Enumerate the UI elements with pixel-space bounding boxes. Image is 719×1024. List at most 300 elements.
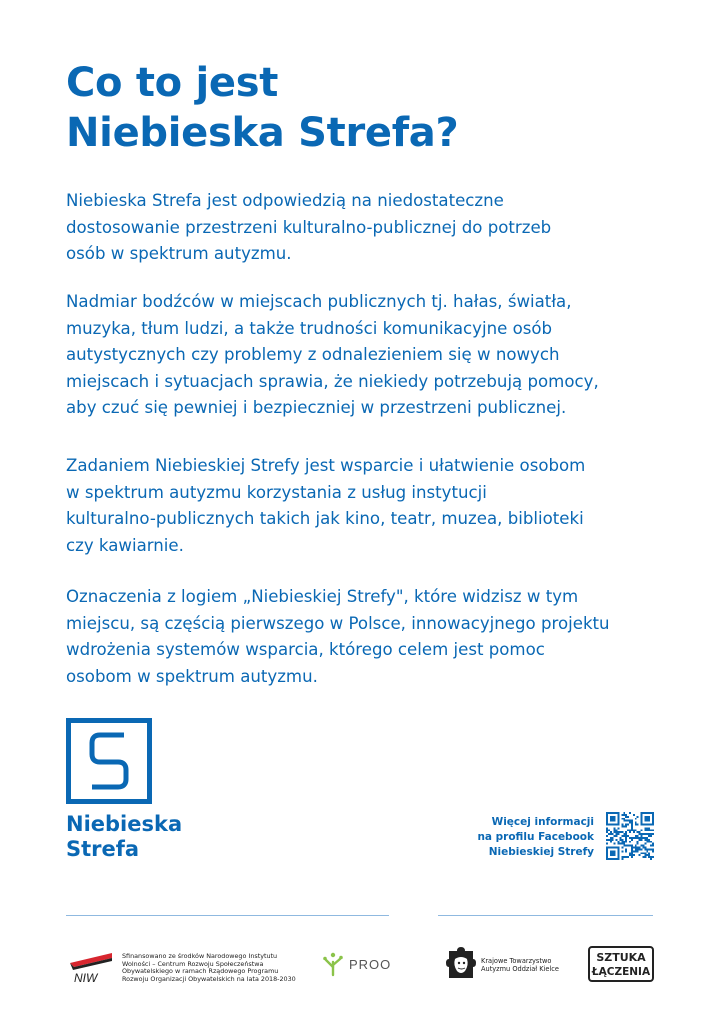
qr-module: [648, 835, 650, 837]
qr-module: [625, 835, 627, 837]
qr-module: [633, 847, 635, 849]
qr-module: [650, 858, 652, 860]
qr-module: [621, 818, 623, 820]
qr-module: [652, 822, 654, 824]
qr-module: [646, 812, 648, 814]
qr-module: [621, 856, 623, 858]
qr-module: [644, 820, 646, 822]
qr-module: [627, 824, 629, 826]
qr-module: [610, 854, 612, 856]
ktaok-label: [481, 957, 559, 973]
qr-module: [641, 812, 643, 814]
qr-module: [608, 847, 610, 849]
qr-module: [621, 858, 623, 860]
qr-module: [619, 837, 621, 839]
ktaok-line-2: Autyzmu Oddział Kielce: [481, 965, 559, 973]
qr-module: [635, 848, 637, 850]
qr-module: [614, 827, 616, 829]
qr-module: [646, 837, 648, 839]
qr-module: [648, 812, 650, 814]
qr-module: [650, 824, 652, 826]
more-info-line-1: Więcej informacji: [491, 816, 594, 828]
qr-module: [629, 841, 631, 843]
qr-module: [621, 841, 623, 843]
qr-module: [606, 824, 608, 826]
qr-module: [610, 837, 612, 839]
qr-module: [635, 837, 637, 839]
qr-module: [612, 820, 614, 822]
qr-module: [623, 833, 625, 835]
paragraph-line: Zadaniem Niebieskiej Strefy jest wsparcie i ułatwienie osobom: [66, 456, 586, 475]
qr-module: [633, 829, 635, 831]
paragraph-line: Nadmiar bodźców w miejscach publicznych tj. hałas, światła,: [66, 292, 572, 311]
qr-module: [648, 824, 650, 826]
qr-module: [616, 858, 618, 860]
qr-module: [619, 839, 621, 841]
qr-module: [606, 848, 608, 850]
qr-module: [652, 820, 654, 822]
qr-module: [623, 841, 625, 843]
qr-module: [621, 824, 623, 826]
qr-module: [629, 820, 631, 822]
qr-module: [618, 820, 620, 822]
qr-module: [623, 814, 625, 816]
qr-module: [618, 850, 620, 852]
qr-module: [621, 825, 623, 827]
qr-module: [644, 852, 646, 854]
qr-module: [621, 847, 623, 849]
qr-module: [648, 816, 650, 818]
qr-module: [641, 845, 643, 847]
qr-module: [623, 818, 625, 820]
qr-module: [614, 850, 616, 852]
footer-divider-right: [438, 915, 653, 916]
paragraph-line: Niebieska Strefa jest odpowiedzią na niedostateczne: [66, 191, 504, 210]
qr-module: [606, 816, 608, 818]
qr-module: [637, 850, 639, 852]
qr-module: [621, 831, 623, 833]
qr-module: [631, 837, 633, 839]
qr-module: [612, 824, 614, 826]
qr-module: [614, 812, 616, 814]
qr-module: [614, 835, 616, 837]
qr-module: [648, 841, 650, 843]
qr-module: [635, 822, 637, 824]
qr-module: [621, 843, 623, 845]
qr-module: [614, 847, 616, 849]
qr-module: [646, 820, 648, 822]
qr-module: [610, 824, 612, 826]
qr-module: [641, 833, 643, 835]
qr-module: [641, 852, 643, 854]
qr-module: [631, 829, 633, 831]
qr-module: [648, 820, 650, 822]
paragraph-line: muzyka, tłum ludzi, a także trudności komunikacyjne osób: [66, 318, 553, 338]
qr-module: [618, 818, 620, 820]
qr-module: [608, 858, 610, 860]
qr-module: [646, 850, 648, 852]
qr-module: [629, 831, 631, 833]
qr-module: [641, 837, 643, 839]
qr-module: [631, 822, 633, 824]
paragraph-line: dostosowanie przestrzeni kulturalno-publicznej do potrzeb: [66, 217, 552, 237]
title-line-2: Niebieska Strefa?: [66, 110, 459, 156]
qr-module: [625, 816, 627, 818]
qr-module: [641, 818, 643, 820]
qr-module: [625, 841, 627, 843]
qr-module: [627, 856, 629, 858]
qr-module: [641, 848, 643, 850]
qr-module: [648, 856, 650, 858]
title-line-1: Co to jest: [66, 60, 279, 106]
qr-module: [616, 833, 618, 835]
qr-module: [625, 848, 627, 850]
qr-module: [614, 852, 616, 854]
qr-module: [637, 831, 639, 833]
qr-module: [621, 850, 623, 852]
qr-module: [642, 833, 644, 835]
qr-module: [642, 824, 644, 826]
qr-code-icon[interactable]: [606, 812, 654, 860]
qr-module: [606, 831, 608, 833]
qr-module: [616, 829, 618, 831]
qr-module: [637, 843, 639, 845]
qr-module: [650, 845, 652, 847]
qr-module: [635, 824, 637, 826]
qr-module: [648, 848, 650, 850]
qr-module: [633, 850, 635, 852]
funding-line: Wolności – Centrum Rozwoju Społeczeństwa: [122, 959, 264, 968]
qr-module: [639, 837, 641, 839]
qr-module: [641, 820, 643, 822]
qr-module: [606, 827, 608, 829]
qr-module: [652, 824, 654, 826]
qr-module: [637, 847, 639, 849]
qr-module: [606, 835, 608, 837]
qr-module: [618, 848, 620, 850]
qr-module: [614, 824, 616, 826]
qr-module: [641, 822, 643, 824]
qr-module: [629, 812, 631, 814]
qr-module: [641, 824, 643, 826]
qr-module: [619, 831, 621, 833]
qr-module: [614, 829, 616, 831]
qr-module: [652, 848, 654, 850]
qr-module: [639, 831, 641, 833]
qr-module: [625, 833, 627, 835]
qr-module: [650, 835, 652, 837]
qr-module: [631, 839, 633, 841]
qr-module: [612, 837, 614, 839]
qr-module: [644, 839, 646, 841]
qr-module: [623, 835, 625, 837]
qr-module: [631, 824, 633, 826]
qr-module: [612, 839, 614, 841]
qr-module: [641, 814, 643, 816]
qr-module: [625, 837, 627, 839]
qr-module: [606, 858, 608, 860]
qr-module: [606, 839, 608, 841]
qr-module: [625, 820, 627, 822]
qr-module: [650, 856, 652, 858]
qr-module: [616, 835, 618, 837]
qr-module: [618, 856, 620, 858]
qr-module: [608, 824, 610, 826]
qr-module: [648, 839, 650, 841]
qr-module: [614, 820, 616, 822]
qr-module: [648, 833, 650, 835]
qr-module: [646, 841, 648, 843]
qr-module: [618, 843, 620, 845]
qr-module: [625, 845, 627, 847]
paragraph-stimuli: [66, 289, 666, 422]
sztuka-line-2: ŁĄCZENIA: [591, 966, 651, 978]
qr-module: [631, 854, 633, 856]
qr-module: [642, 856, 644, 858]
qr-module: [610, 852, 612, 854]
page-title: [66, 58, 458, 158]
qr-module: [612, 833, 614, 835]
qr-module: [644, 847, 646, 849]
qr-module: [648, 852, 650, 854]
qr-module: [652, 812, 654, 814]
qr-module: [608, 833, 610, 835]
qr-module: [635, 818, 637, 820]
qr-module: [646, 839, 648, 841]
qr-module: [652, 814, 654, 816]
qr-module: [644, 856, 646, 858]
paragraph-line: miejscu, są częścią pierwszego w Polsce, innowacyjnego projektu: [66, 613, 610, 633]
qr-module: [646, 824, 648, 826]
qr-module: [652, 818, 654, 820]
qr-module: [606, 850, 608, 852]
qr-module: [614, 831, 616, 833]
qr-module: [637, 824, 639, 826]
qr-module: [610, 818, 612, 820]
qr-module: [646, 854, 648, 856]
niw-logo-icon: [66, 949, 116, 985]
qr-module: [633, 854, 635, 856]
ktaok-line-1: Krajowe Towarzystwo: [481, 957, 552, 965]
qr-module: [633, 837, 635, 839]
qr-module: [635, 845, 637, 847]
paragraph-intro: [66, 188, 666, 268]
qr-module: [631, 848, 633, 850]
niebieska-strefa-logo-icon: [66, 718, 152, 804]
qr-module: [614, 858, 616, 860]
qr-module: [650, 829, 652, 831]
qr-module: [650, 833, 652, 835]
qr-module: [621, 839, 623, 841]
qr-module: [618, 812, 620, 814]
paragraph-line: osób w spektrum autyzmu.: [66, 244, 292, 263]
qr-module: [637, 841, 639, 843]
qr-module: [639, 833, 641, 835]
qr-module: [637, 848, 639, 850]
qr-module: [627, 845, 629, 847]
qr-module: [646, 816, 648, 818]
paragraph-line: miejscach i sytuacjach sprawia, że niekiedy potrzebują pomocy,: [66, 371, 599, 391]
qr-module: [618, 854, 620, 856]
qr-module: [652, 843, 654, 845]
qr-module: [608, 839, 610, 841]
paragraph-line: autystycznych czy problemy z odnalezieniem się w nowych: [66, 345, 560, 364]
qr-module: [635, 829, 637, 831]
qr-module: [614, 854, 616, 856]
qr-module: [639, 848, 641, 850]
qr-module: [627, 816, 629, 818]
qr-module: [644, 812, 646, 814]
qr-module: [637, 816, 639, 818]
qr-module: [618, 822, 620, 824]
qr-module: [606, 812, 608, 814]
qr-module: [625, 814, 627, 816]
qr-module: [625, 825, 627, 827]
qr-module: [625, 839, 627, 841]
qr-module: [646, 818, 648, 820]
qr-module: [619, 843, 621, 845]
qr-module: [650, 841, 652, 843]
more-info-text: [477, 815, 594, 860]
qr-module: [616, 812, 618, 814]
qr-module: [610, 816, 612, 818]
qr-module: [633, 831, 635, 833]
qr-module: [644, 829, 646, 831]
qr-module: [612, 812, 614, 814]
qr-module: [644, 827, 646, 829]
qr-module: [616, 824, 618, 826]
qr-module: [639, 839, 641, 841]
qr-module: [635, 835, 637, 837]
qr-module: [644, 824, 646, 826]
qr-module: [627, 829, 629, 831]
paragraph-line: aby czuć się pewniej i bezpieczniej w przestrzeni publicznej.: [66, 398, 567, 417]
qr-module: [610, 858, 612, 860]
qr-module: [616, 839, 618, 841]
qr-module: [648, 818, 650, 820]
proo-label: PROO: [349, 957, 392, 972]
qr-module: [610, 839, 612, 841]
qr-module: [629, 822, 631, 824]
qr-module: [650, 848, 652, 850]
qr-module: [625, 824, 627, 826]
qr-module: [644, 843, 646, 845]
qr-module: [644, 818, 646, 820]
qr-module: [612, 847, 614, 849]
qr-module: [631, 856, 633, 858]
qr-module: [606, 854, 608, 856]
qr-module: [652, 833, 654, 835]
qr-module: [618, 814, 620, 816]
sztuka-laczenia-logo-icon: [588, 946, 654, 982]
qr-module: [621, 814, 623, 816]
qr-module: [616, 831, 618, 833]
qr-module: [625, 831, 627, 833]
qr-module: [618, 852, 620, 854]
qr-module: [644, 816, 646, 818]
logo-wordmark: [66, 812, 182, 862]
qr-module: [629, 854, 631, 856]
qr-module: [642, 847, 644, 849]
qr-module: [639, 854, 641, 856]
qr-module: [652, 829, 654, 831]
qr-module: [646, 829, 648, 831]
qr-module: [635, 847, 637, 849]
qr-module: [641, 829, 643, 831]
qr-module: [639, 847, 641, 849]
qr-module: [610, 841, 612, 843]
qr-module: [618, 858, 620, 860]
qr-module: [631, 847, 633, 849]
qr-module: [610, 833, 612, 835]
qr-module: [612, 852, 614, 854]
qr-module: [629, 852, 631, 854]
proo-logo-icon: [322, 951, 344, 977]
qr-module: [652, 816, 654, 818]
qr-module: [618, 816, 620, 818]
qr-module: [612, 854, 614, 856]
qr-module: [606, 843, 608, 845]
qr-module: [652, 856, 654, 858]
qr-module: [631, 827, 633, 829]
qr-module: [644, 833, 646, 835]
qr-module: [606, 822, 608, 824]
qr-module: [623, 825, 625, 827]
qr-module: [648, 827, 650, 829]
qr-module: [642, 812, 644, 814]
qr-module: [648, 829, 650, 831]
qr-module: [606, 856, 608, 858]
qr-module: [646, 827, 648, 829]
qr-module: [614, 843, 616, 845]
qr-module: [644, 848, 646, 850]
qr-module: [610, 847, 612, 849]
qr-module: [637, 837, 639, 839]
paragraph-line: kulturalno-publicznych takich jak kino, teatr, muzea, biblioteki: [66, 509, 584, 528]
qr-module: [623, 843, 625, 845]
qr-module: [606, 847, 608, 849]
qr-module: [625, 856, 627, 858]
qr-module: [618, 847, 620, 849]
paragraph-line: Oznaczenia z logiem „Niebieskiej Strefy", które widzisz w tym: [66, 587, 579, 606]
qr-module: [641, 835, 643, 837]
qr-module: [618, 827, 620, 829]
qr-module: [650, 812, 652, 814]
more-info-line-3: Niebieskiej Strefy: [488, 846, 594, 858]
qr-module: [606, 852, 608, 854]
qr-module: [612, 818, 614, 820]
funding-line: Obywatelskiego w ramach Rządowego Programu: [122, 967, 279, 976]
qr-module: [618, 824, 620, 826]
qr-module: [631, 852, 633, 854]
qr-module: [642, 852, 644, 854]
qr-module: [642, 837, 644, 839]
qr-module: [631, 820, 633, 822]
qr-module: [621, 835, 623, 837]
qr-module: [652, 850, 654, 852]
qr-module: [618, 833, 620, 835]
qr-module: [616, 847, 618, 849]
funding-line: Sfinansowano ze środków Narodowego Instytutu: [122, 952, 278, 960]
qr-module: [608, 829, 610, 831]
qr-module: [610, 831, 612, 833]
qr-module: [627, 820, 629, 822]
qr-module: [606, 829, 608, 831]
qr-module: [614, 816, 616, 818]
paragraph-markings: [66, 584, 666, 690]
qr-module: [606, 820, 608, 822]
qr-module: [618, 831, 620, 833]
